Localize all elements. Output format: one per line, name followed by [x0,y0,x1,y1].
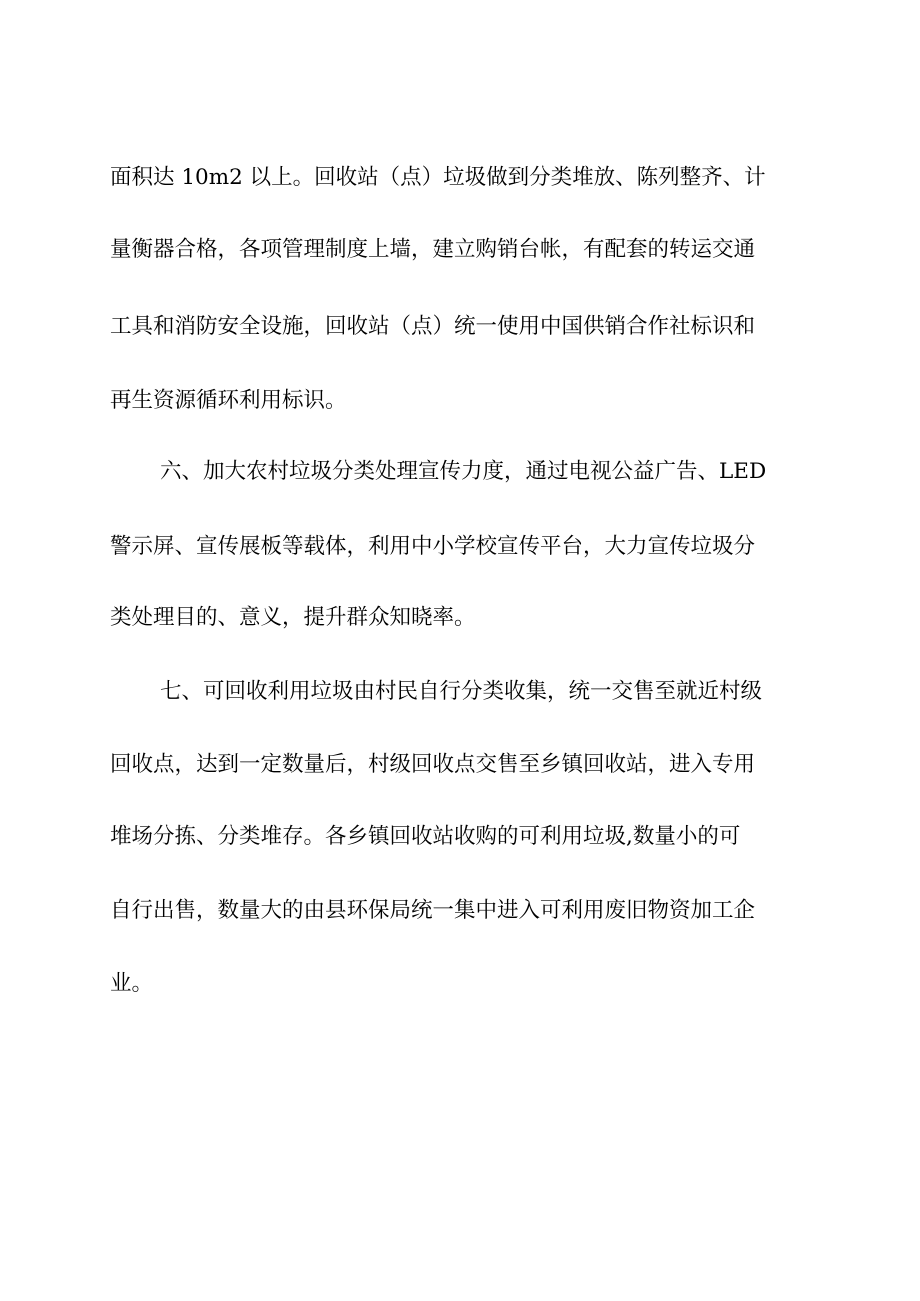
paragraph-line: 工具和消防安全设施，回收站（点）统一使用中国供销合作社标识和 [110,314,756,339]
paragraph-line: 再生资源循环利用标识。 [110,388,347,413]
paragraph-line: 量衡器合格，各项管理制度上墙，建立购销台帐，有配套的转运交通 [110,237,756,262]
paragraph-line: 堆场分拣、分类堆存。各乡镇回收站收购的可利用垃圾,数量小的可 [110,824,741,849]
paragraph-line: 业。 [110,971,154,996]
paragraph-line: 七、可回收利用垃圾由村民自行分类收集，统一交售至就近村级 [160,679,763,704]
paragraph-line: 回收点，达到一定数量后，村级回收点交售至乡镇回收站，进入专用 [110,752,756,777]
paragraph-line: 六、加大农村垃圾分类处理宣传力度，通过电视公益广告、LED [160,459,767,484]
paragraph-line: 警示屏、宣传展板等载体，利用中小学校宣传平台，大力宣传垃圾分 [110,534,756,559]
paragraph-line: 类处理目的、意义，提升群众知晓率。 [110,605,476,630]
paragraph-line: 自行出售，数量大的由县环保局统一集中进入可利用废旧物资加工企 [110,898,756,923]
paragraph-line: 面积达 10m2 以上。回收站（点）垃圾做到分类堆放、陈列整齐、计 [110,165,766,190]
